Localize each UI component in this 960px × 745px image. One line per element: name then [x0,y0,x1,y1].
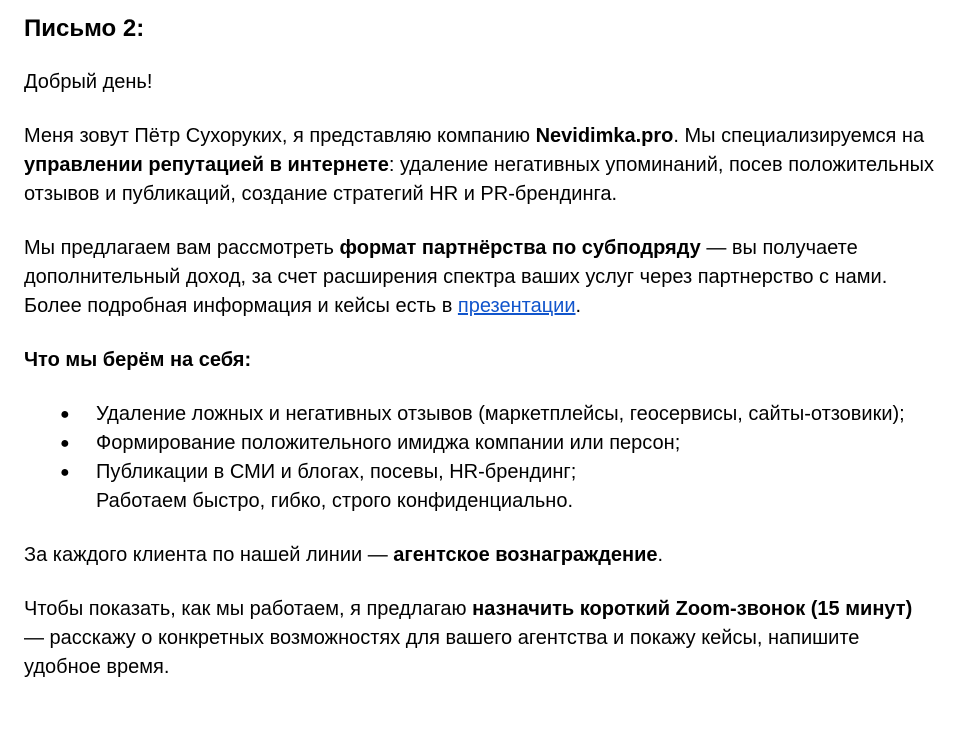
services-heading-text: Что мы берём на себя: [24,349,252,371]
bullet-icon: ● [60,435,70,452]
greeting: Добрый день! [24,71,153,93]
cta-paragraph [24,595,936,682]
intro-paragraph [24,122,936,209]
company-name: Nevidimka.pro [535,125,674,147]
intro-text-3: : удаление негативных упоминаний, посев положительных отзывов и публикаций, создание стратегий HR и PR-брендинга. [24,154,934,205]
list-item-text: Формирование положительного имиджа компании или персон; [96,432,681,454]
cta-bold: назначить короткий Zoom-звонок (15 минут) [472,598,913,620]
reward-text-2: . [657,544,664,566]
intro-text-2: . Мы специализируемся на [673,125,925,147]
intro-text-1: Меня зовут Пётр Сухоруких, я представляю компанию [24,125,536,147]
bullet-icon: ● [60,406,70,423]
list-item-continuation: Работаем быстро, гибко, строго конфиденциально. [96,490,574,512]
offer-paragraph [24,234,936,321]
cta-text-2: — расскажу о конкретных возможностях для вашего агентства и покажу кейсы, напишите удобное время. [24,627,860,678]
bullet-icon: ● [60,464,70,481]
reward-text-1: За каждого клиента по нашей линии — [24,544,394,566]
reward-bold: агентское вознаграждение [393,544,658,566]
list-item [24,458,936,516]
list-item [24,400,936,429]
specialty-text: управлении репутацией в интернете [24,154,389,176]
letter-title: Письмо 2: [24,15,145,42]
presentation-link[interactable]: презентации [457,295,576,317]
offer-text-1: Мы предлагаем вам рассмотреть [24,237,340,259]
services-list [24,400,936,516]
list-item [24,429,936,458]
reward-paragraph [24,541,936,570]
offer-text-3: . [575,295,582,317]
services-heading [24,346,936,375]
partnership-format: формат партнёрства по субподряду [339,237,701,259]
offer-text-2: — вы получаете дополнительный доход, за счет расширения спектра ваших услуг через партнерство с нами. Более подробная информация и кейсы есть в [24,237,888,317]
list-item-text: Публикации в СМИ и блогах, посевы, HR-брендинг; [96,461,577,483]
list-item-text: Удаление ложных и негативных отзывов (маркетплейсы, геосервисы, сайты-отзовики); [96,403,905,425]
cta-text-1: Чтобы показать, как мы работаем, я предлагаю [24,598,473,620]
